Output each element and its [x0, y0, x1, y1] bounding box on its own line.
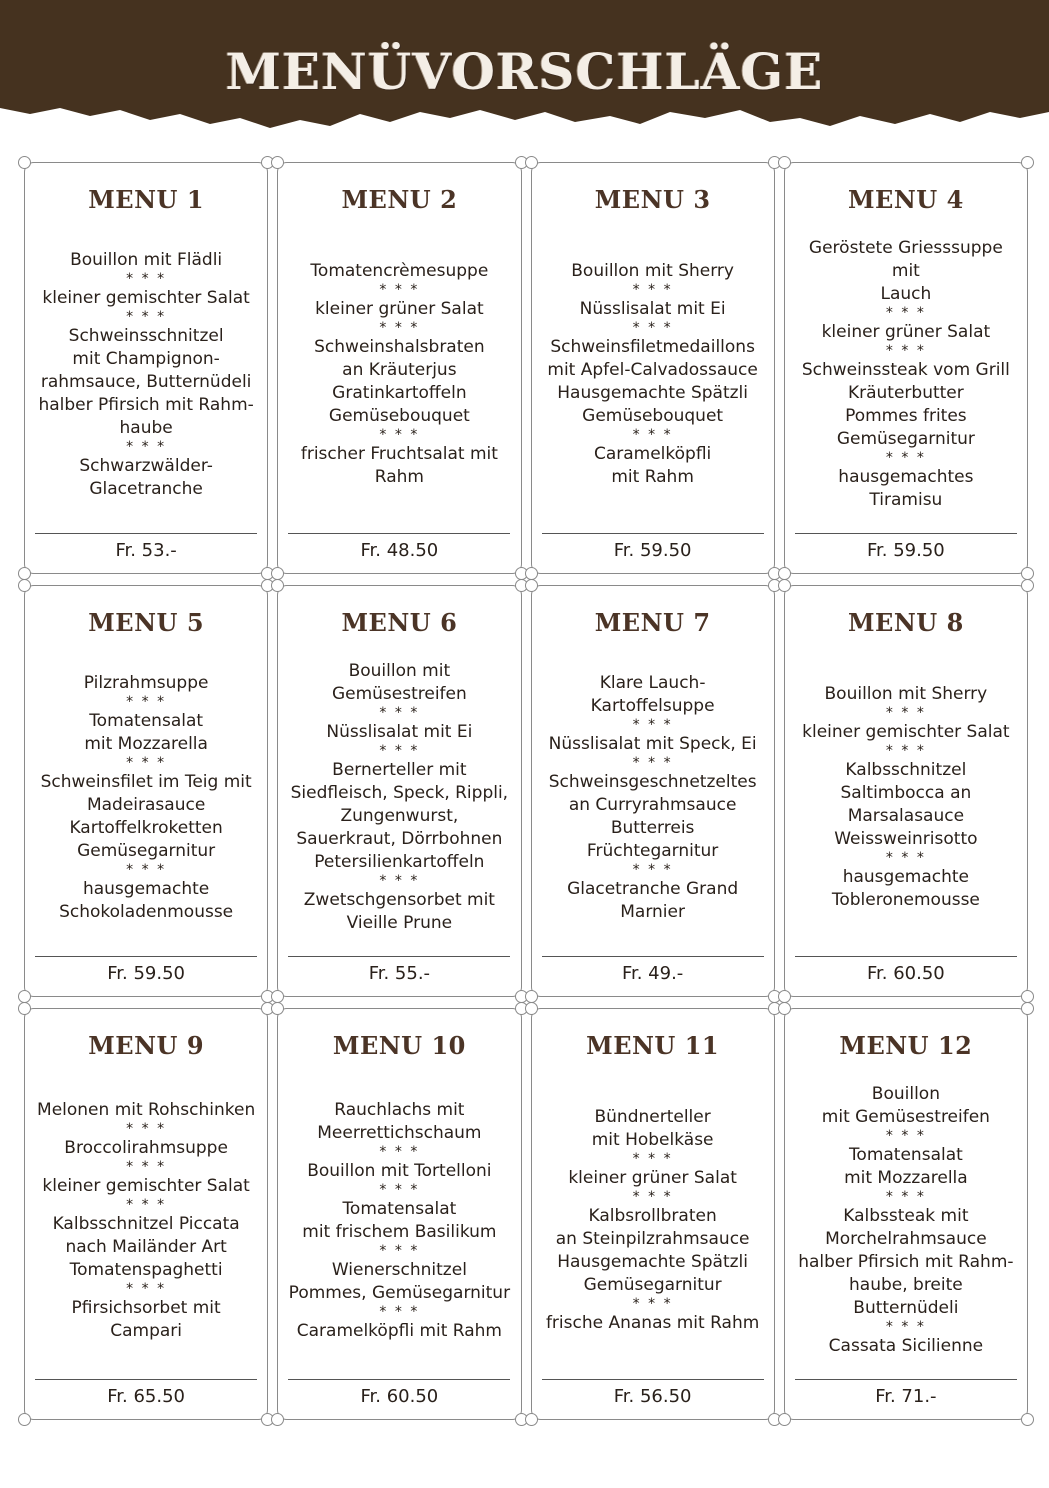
course-separator: * * * [632, 320, 673, 336]
course-item: Schweinsschnitzel mit Champignon- rahmsauce, Butternüdeli halber Pfirsich mit Rahm- haube [38, 325, 254, 438]
course-item: frische Ananas mit Rahm [545, 1313, 760, 1333]
course-separator: * * * [126, 308, 167, 325]
menu-title: MENU 8 [847, 608, 964, 637]
course-separator: * * * [126, 438, 167, 455]
course-item: Bernerteller mit Siedfleisch, Speck, Rippli, Zungenwurst, Sauerkraut, Dörrbohnen Petersilienkartoffeln [290, 760, 509, 872]
header-banner [0, 0, 1049, 150]
menu-title: MENU 2 [341, 185, 458, 214]
price-divider [35, 533, 257, 534]
menu-title: MENU 1 [88, 185, 205, 214]
menu-card [784, 1008, 1028, 1420]
course-item: Pilzrahmsuppe [83, 672, 209, 693]
course-separator: * * * [885, 705, 926, 721]
course-separator: * * * [379, 282, 420, 298]
menu-price: Fr. 48.50 [360, 540, 439, 561]
menu-price: Fr. 55.- [368, 963, 431, 984]
course-item: Kalbsrollbraten an Steinpilzrahmsauce Hausgemachte Spätzli Gemüsegarnitur [555, 1206, 750, 1295]
course-item: Tomatensalat mit Mozzarella [844, 1145, 968, 1188]
menu-title: MENU 4 [847, 185, 964, 214]
course-item: Bouillon mit Tortelloni [307, 1160, 492, 1181]
price-divider [288, 1379, 510, 1380]
menu-courses [532, 637, 774, 956]
course-item: hausgemachte Tobleronemousse [831, 867, 980, 910]
course-separator: * * * [885, 343, 926, 359]
card-corner-notch [1021, 1413, 1034, 1426]
course-item: hausgemachtes Tiramisu [838, 467, 974, 510]
menu-card [531, 585, 775, 997]
menu-card [531, 1008, 775, 1420]
course-item: Kalbssteak mit Morchelrahmsauce halber Pfirsich mit Rahm- haube, breite Butternüdeli [798, 1206, 1014, 1318]
course-separator: * * * [379, 873, 420, 889]
price-divider [288, 956, 510, 957]
menu-title: MENU 11 [586, 1031, 720, 1060]
menu-courses [785, 214, 1027, 533]
price-divider [795, 956, 1017, 957]
menu-price: Fr. 59.50 [613, 540, 692, 561]
course-item: Schwarzwälder- Glacetranche [79, 455, 213, 499]
menu-courses [278, 1060, 520, 1379]
menu-title: MENU 12 [839, 1031, 973, 1060]
course-item: kleiner gemischter Salat [42, 287, 250, 308]
price-divider [35, 956, 257, 957]
course-item: Schweinsfiletmedaillons mit Apfel-Calvadossauce Hausgemachte Spätzli Gemüsebouquet [547, 337, 758, 426]
card-corner-notch [271, 1413, 284, 1426]
course-separator: * * * [379, 427, 420, 443]
course-item: Bouillon mit Gemüsestreifen [821, 1084, 990, 1127]
course-separator: * * * [885, 1128, 926, 1144]
menu-card [277, 162, 521, 574]
course-item: Rauchlachs mit Meerrettichschaum [317, 1099, 482, 1143]
course-separator: * * * [885, 305, 926, 321]
menu-card [24, 585, 268, 997]
course-item: Kalbsschnitzel Piccata nach Mailänder Art Tomatenspaghetti [52, 1213, 240, 1280]
course-separator: * * * [379, 1242, 420, 1259]
price-divider [35, 1379, 257, 1380]
course-separator: * * * [379, 1181, 420, 1198]
menu-title: MENU 9 [88, 1031, 205, 1060]
menu-card [24, 162, 268, 574]
course-item: Nüsslisalat mit Ei [326, 722, 473, 742]
course-item: frischer Fruchtsalat mit Rahm [300, 444, 498, 487]
menu-price: Fr. 56.50 [613, 1386, 692, 1407]
course-separator: * * * [632, 716, 673, 733]
page-title: MENÜVORSCHLÄGE [225, 42, 824, 101]
menu-price: Fr. 71.- [875, 1386, 937, 1407]
card-corner-notch [18, 1413, 31, 1426]
course-separator: * * * [379, 705, 420, 721]
course-item: Tomatensalat mit Mozzarella [84, 710, 208, 754]
menu-title: MENU 3 [594, 185, 711, 214]
course-item: Bouillon mit Flädli [70, 249, 223, 270]
menu-grid [24, 162, 1028, 1420]
card-corner-notch [525, 1413, 538, 1426]
course-item: Caramelköpfli mit Rahm [296, 1320, 502, 1341]
course-separator: * * * [379, 1143, 420, 1160]
course-item: kleiner grüner Salat [568, 1168, 737, 1188]
course-item: kleiner gemischter Salat [42, 1175, 250, 1196]
menu-courses [532, 214, 774, 533]
course-item: Bouillon mit Sherry [824, 684, 988, 704]
course-item: kleiner grüner Salat [315, 299, 484, 319]
course-item: hausgemachte Schokoladenmousse [59, 878, 234, 922]
menu-card [24, 1008, 268, 1420]
course-item: Schweinsgeschnetzeltes an Curryrahmsauce Butterreis Früchtegarnitur [548, 771, 757, 861]
course-separator: * * * [126, 754, 167, 771]
course-separator: * * * [632, 754, 673, 771]
menu-title: MENU 6 [341, 608, 458, 637]
course-separator: * * * [632, 1296, 673, 1312]
price-divider [542, 956, 764, 957]
menu-card [277, 1008, 521, 1420]
course-item: Bouillon mit Sherry [571, 261, 734, 281]
course-item: Kalbsschnitzel Saltimbocca an Marsalasauce Weissweinrisotto [834, 760, 978, 849]
course-separator: * * * [126, 693, 167, 710]
course-item: Zwetschgensorbet mit Vieille Prune [303, 890, 495, 933]
menu-title: MENU 5 [88, 608, 205, 637]
course-item: Bündnerteller mit Hobelkäse [591, 1107, 714, 1150]
course-separator: * * * [885, 743, 926, 759]
course-separator: * * * [885, 450, 926, 466]
menu-courses [278, 214, 520, 533]
menu-title: MENU 7 [594, 608, 711, 637]
course-separator: * * * [379, 1303, 420, 1320]
menu-card [277, 585, 521, 997]
course-separator: * * * [632, 861, 673, 878]
course-item: Caramelköpfli mit Rahm [593, 444, 712, 487]
menu-courses [785, 637, 1027, 956]
price-divider [542, 1379, 764, 1380]
course-separator: * * * [632, 1151, 673, 1167]
menu-courses [785, 1060, 1027, 1379]
course-item: kleiner grüner Salat [821, 322, 991, 342]
course-separator: * * * [632, 427, 673, 443]
course-item: Schweinsfilet im Teig mit Madeirasauce Kartoffelkroketten Gemüsegarnitur [40, 771, 252, 861]
course-separator: * * * [126, 1158, 167, 1175]
course-item: Schweinshalsbraten an Kräuterjus Gratinkartoffeln Gemüsebouquet [314, 337, 485, 426]
course-item: Nüsslisalat mit Speck, Ei [548, 733, 757, 754]
price-divider [795, 533, 1017, 534]
course-item: Geröstete Griesssuppe mit Lauch [808, 238, 1003, 304]
menu-title: MENU 10 [332, 1031, 466, 1060]
price-divider [288, 533, 510, 534]
course-item: Glacetranche Grand Marnier [567, 878, 739, 922]
menu-price: Fr. 65.50 [107, 1386, 185, 1407]
price-divider [542, 533, 764, 534]
menu-price: Fr. 53.- [115, 540, 177, 561]
menu-courses [25, 637, 267, 956]
course-item: Broccolirahmsuppe [64, 1137, 228, 1158]
course-separator: * * * [126, 1280, 167, 1297]
course-item: Nüsslisalat mit Ei [579, 299, 726, 319]
menu-price: Fr. 60.50 [360, 1386, 439, 1407]
menu-card [531, 162, 775, 574]
course-item: Tomatencrèmesuppe [310, 261, 489, 281]
menu-courses [25, 214, 267, 533]
course-separator: * * * [379, 320, 420, 336]
menu-courses [25, 1060, 267, 1379]
menu-courses [278, 637, 520, 956]
course-separator: * * * [379, 743, 420, 759]
course-separator: * * * [632, 282, 673, 298]
course-item: Bouillon mit Gemüsestreifen [331, 661, 467, 704]
course-separator: * * * [126, 1120, 167, 1137]
card-corner-notch [778, 1413, 791, 1426]
course-separator: * * * [126, 1196, 167, 1213]
price-divider [795, 1379, 1017, 1380]
menu-price: Fr. 59.50 [866, 540, 945, 561]
course-separator: * * * [126, 861, 167, 878]
course-item: kleiner gemischter Salat [802, 722, 1010, 742]
menu-courses [532, 1060, 774, 1379]
menu-card [784, 162, 1028, 574]
menu-price: Fr. 60.50 [866, 963, 945, 984]
course-item: Tomatensalat mit frischem Basilikum [302, 1198, 497, 1242]
course-separator: * * * [126, 270, 167, 287]
course-separator: * * * [885, 1319, 926, 1335]
course-separator: * * * [632, 1189, 673, 1205]
course-item: Cassata Sicilienne [828, 1336, 984, 1356]
course-item: Pfirsichsorbet mit Campari [71, 1297, 221, 1341]
course-item: Melonen mit Rohschinken [37, 1099, 256, 1120]
course-item: Schweinssteak vom Grill Kräuterbutter Pommes frites Gemüsegarnitur [801, 360, 1010, 449]
menu-card [784, 585, 1028, 997]
course-item: Wienerschnitzel Pommes, Gemüsegarnitur [288, 1259, 511, 1303]
course-item: Klare Lauch- Kartoffelsuppe [590, 672, 715, 716]
course-separator: * * * [885, 1189, 926, 1205]
course-separator: * * * [885, 850, 926, 866]
menu-price: Fr. 49.- [621, 963, 684, 984]
menu-price: Fr. 59.50 [107, 963, 185, 984]
